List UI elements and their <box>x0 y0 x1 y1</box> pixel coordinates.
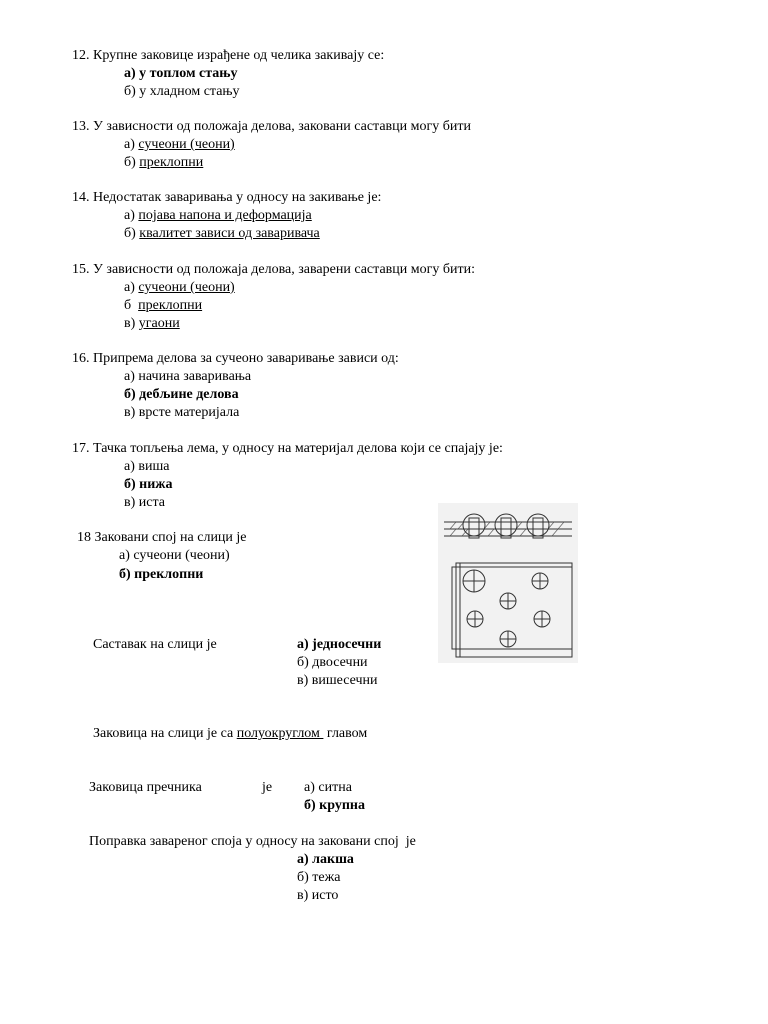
q17-option-b: б) нижа <box>124 477 173 492</box>
q14-answer-a: појава напона и деформација <box>138 208 312 223</box>
q15-answer-c: угаони <box>138 316 180 331</box>
q22-question: Поправка завареног споја у односу на заковани спој је <box>89 834 416 849</box>
q20-answer: полуокруглом <box>236 726 324 741</box>
q15-answer-a: сучеони (чеони) <box>138 280 235 295</box>
q21-label: Заковица пречника <box>89 780 202 795</box>
q14-option-b: б) квалитет зависи од заваривача <box>124 226 320 241</box>
q21-option-b: б) крупна <box>304 798 365 813</box>
q15-option-b: б преклопни <box>124 298 203 313</box>
q14-answer-b: квалитет зависи од заваривача <box>139 226 320 241</box>
q13-question: 13. У зависности од положаја делова, заковани саставци могу бити <box>72 119 471 134</box>
q17-option-a: а) виша <box>124 459 170 474</box>
q15-option-a: а) сучеони (чеони) <box>124 280 235 295</box>
q12-option-a: а) у топлом стању <box>124 66 238 81</box>
q16-question: 16. Припрема делова за сучеоно заваривање зависи од: <box>72 351 399 366</box>
q20-line: Заковица на слици је са полуокруглом главом <box>93 726 368 741</box>
q12-question: 12. Крупне заковице израђене од челика закивају се: <box>72 48 385 63</box>
q14-question: 14. Недостатак заваривања у односу на закивање је: <box>72 190 382 205</box>
q14-option-a: а) појава напона и деформација <box>124 208 312 223</box>
q22-option-a: а) лакша <box>297 852 354 867</box>
riveted-joint-figure <box>438 503 578 663</box>
q15-option-c: в) угаони <box>124 316 180 331</box>
q21-option-a: а) ситна <box>304 780 352 795</box>
q19-option-c: в) вишесечни <box>297 673 378 688</box>
q13-option-a: а) сучеони (чеони) <box>124 137 235 152</box>
q22-option-b: б) тежа <box>297 870 341 885</box>
q15-question: 15. У зависности од положаја делова, заварени саставци могу бити: <box>72 262 475 277</box>
q13-answer-b: преклопни <box>139 155 204 170</box>
q15-answer-b: преклопни <box>138 298 203 313</box>
q19-option-a: а) једносечни <box>297 637 382 652</box>
q18-option-b: б) преклопни <box>119 567 204 582</box>
q18-question: 18 Заковани спој на слици је <box>77 530 247 545</box>
q13-answer-a: сучеони (чеони) <box>138 137 235 152</box>
q18-option-a: а) сучеони (чеони) <box>119 548 230 563</box>
q17-option-c: в) иста <box>124 495 165 510</box>
q22-option-c: в) исто <box>297 888 339 903</box>
q16-option-a: а) начина заваривања <box>124 369 252 384</box>
q16-option-c: в) врсте материјала <box>124 405 240 420</box>
riveted-joint-drawing <box>438 503 578 663</box>
q12-option-b: б) у хладном стању <box>124 84 240 99</box>
q19-question: Саставак на слици је <box>93 637 217 652</box>
q19-option-b: б) двосечни <box>297 655 368 670</box>
q17-question: 17. Тачка топљења лема, у односу на материјал делова који се спајају је: <box>72 441 503 456</box>
q13-option-b: б) преклопни <box>124 155 204 170</box>
q21-je: је <box>262 780 273 795</box>
q16-option-b: б) дебљине делова <box>124 387 239 402</box>
